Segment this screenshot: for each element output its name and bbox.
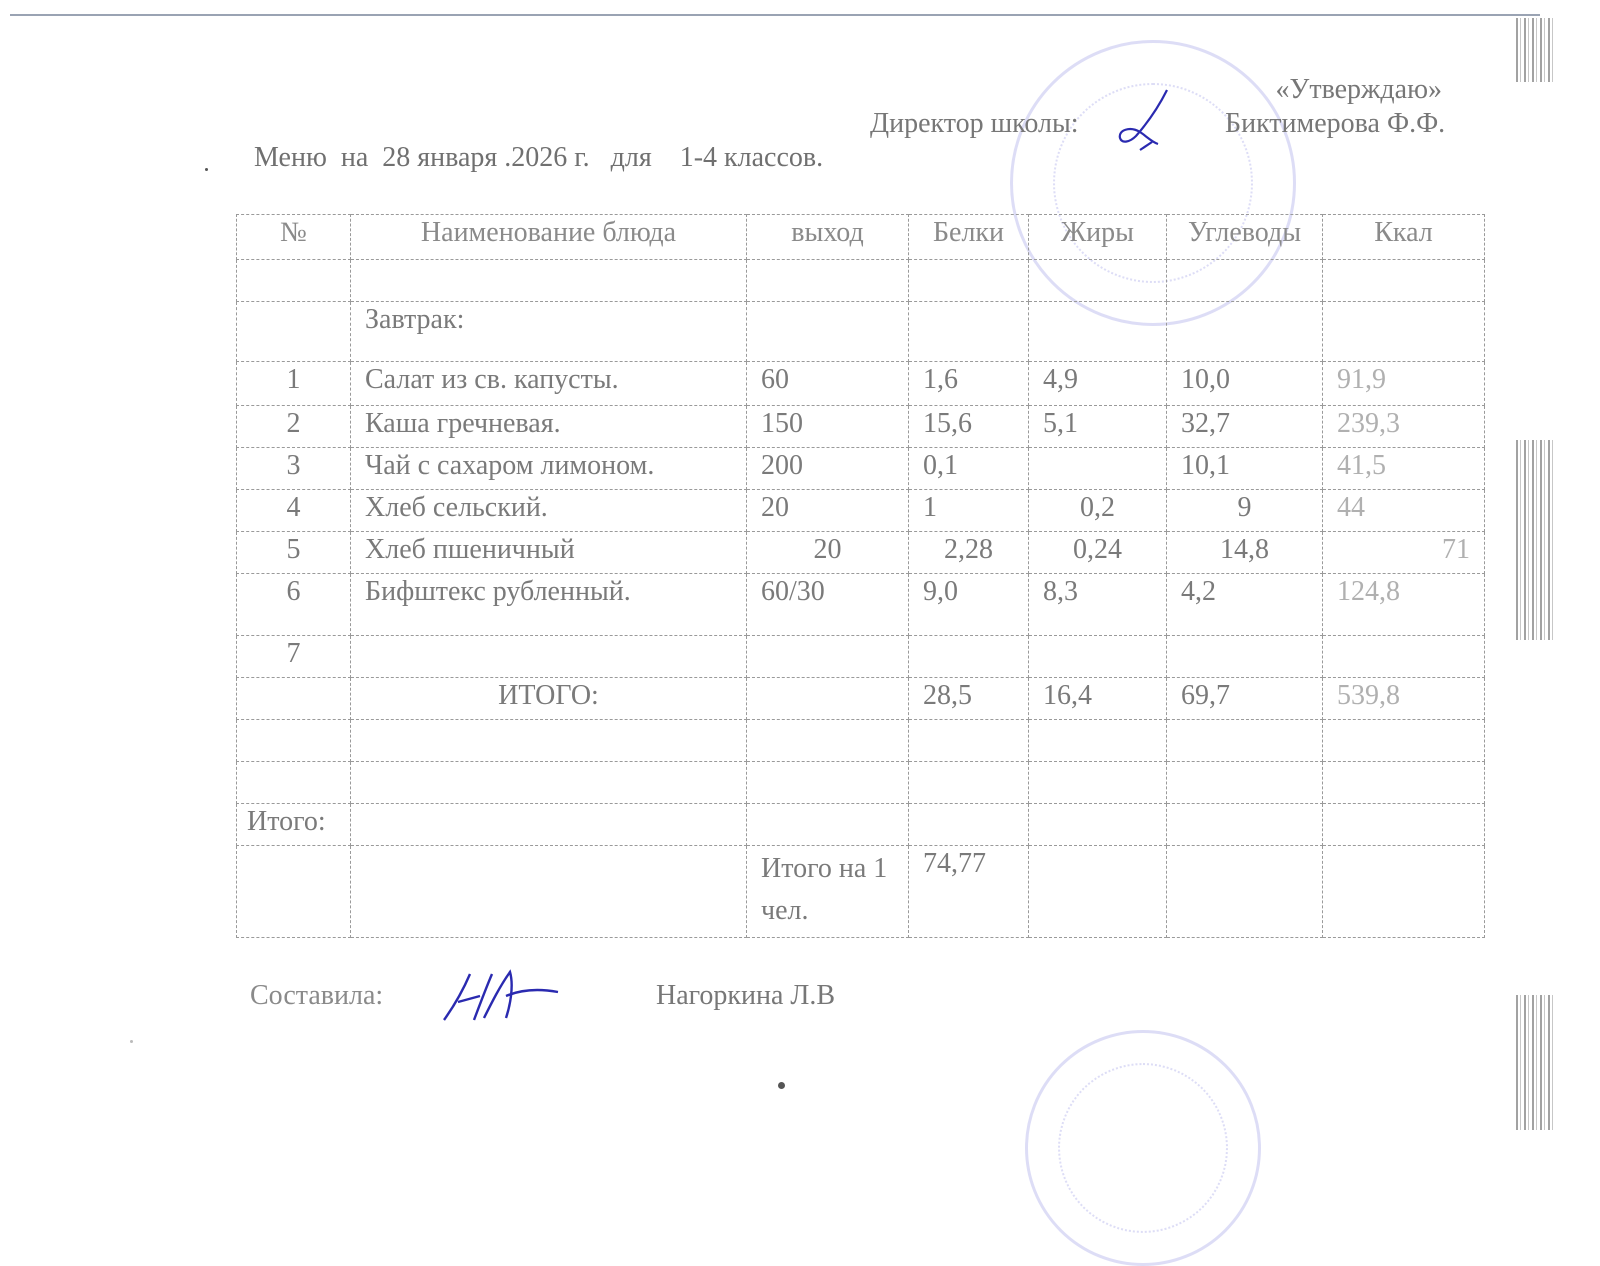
dish-carbs: 10,1	[1167, 448, 1323, 490]
dish-protein: 2,28	[909, 532, 1029, 574]
per-person-value: 74,77	[909, 846, 1029, 938]
total-label: ИТОГО:	[351, 678, 747, 720]
director-name: Биктимерова Ф.Ф.	[1225, 108, 1446, 139]
dish-protein: 0,1	[909, 448, 1029, 490]
dish-output: 200	[747, 448, 909, 490]
row-num: 3	[237, 448, 351, 490]
dish-carbs: 10,0	[1167, 362, 1323, 406]
table-row	[237, 490, 1485, 532]
table-row	[237, 448, 1485, 490]
dish-carbs: 4,2	[1167, 574, 1323, 636]
dish-protein: 9,0	[909, 574, 1029, 636]
dish-output: 150	[747, 406, 909, 448]
top-scan-line	[10, 14, 1540, 16]
col-header: Наименование блюда	[351, 215, 747, 260]
official-stamp	[1025, 1030, 1261, 1266]
total-row	[237, 678, 1485, 720]
itogo-row	[237, 804, 1485, 846]
col-header: Жиры	[1029, 215, 1167, 260]
row-num: 6	[237, 574, 351, 636]
dish-protein: 15,6	[909, 406, 1029, 448]
total-kcal: 539,8	[1323, 678, 1485, 720]
per-person-row	[237, 846, 1485, 938]
menu-title: Меню на 28 января .2026 г. для 1-4 классов.	[254, 142, 824, 173]
dish-kcal: 124,8	[1323, 574, 1485, 636]
dish-protein: 1,6	[909, 362, 1029, 406]
col-header: выход	[747, 215, 909, 260]
scan-artifact	[1516, 440, 1556, 640]
dish-name: Бифштекс рубленный.	[351, 574, 747, 636]
dish-kcal: 91,9	[1323, 362, 1485, 406]
dish-carbs: 32,7	[1167, 406, 1323, 448]
itogo-label: Итого:	[237, 804, 351, 846]
total-fat: 16,4	[1029, 678, 1167, 720]
row-num: 1	[237, 362, 351, 406]
section-label: Завтрак:	[351, 302, 747, 362]
per-person-label: Итого на 1 чел.	[747, 846, 909, 938]
dish-kcal: 44	[1323, 490, 1485, 532]
table-row	[237, 362, 1485, 406]
col-header: Белки	[909, 215, 1029, 260]
row-num: 7	[237, 636, 351, 678]
dish-carbs: 9	[1167, 490, 1323, 532]
row-num: 5	[237, 532, 351, 574]
scan-artifact	[1516, 18, 1556, 82]
table-row	[237, 636, 1485, 678]
total-protein: 28,5	[909, 678, 1029, 720]
dish-name: Хлеб пшеничный	[351, 532, 747, 574]
dish-name: Хлеб сельский.	[351, 490, 747, 532]
table-row	[237, 406, 1485, 448]
table-row	[237, 574, 1485, 636]
dish-protein: 1	[909, 490, 1029, 532]
dish-name: Чай с сахаром лимоном.	[351, 448, 747, 490]
dish-name: Каша гречневая.	[351, 406, 747, 448]
row-num: 2	[237, 406, 351, 448]
col-header: Ккал	[1323, 215, 1485, 260]
table-header-row	[237, 215, 1485, 260]
dish-carbs: 14,8	[1167, 532, 1323, 574]
col-header: Углеводы	[1167, 215, 1323, 260]
dish-output: 20	[747, 490, 909, 532]
table-row	[237, 762, 1485, 804]
table-row	[237, 532, 1485, 574]
dish-fat: 0,2	[1029, 490, 1167, 532]
dish-fat: 4,9	[1029, 362, 1167, 406]
dish-kcal: 239,3	[1323, 406, 1485, 448]
dish-output: 20	[747, 532, 909, 574]
dish-fat	[1029, 448, 1167, 490]
dish-fat: 0,24	[1029, 532, 1167, 574]
compiled-by-name: Нагоркина Л.В	[656, 980, 836, 1011]
scan-speck	[778, 1082, 785, 1089]
approved-label: «Утверждаю»	[1275, 74, 1442, 105]
dish-name: Салат из св. капусты.	[351, 362, 747, 406]
dish-fat: 5,1	[1029, 406, 1167, 448]
dish-output: 60	[747, 362, 909, 406]
total-carbs: 69,7	[1167, 678, 1323, 720]
dish-fat: 8,3	[1029, 574, 1167, 636]
scan-artifact	[1516, 995, 1556, 1130]
director-label: Директор школы:	[870, 108, 1079, 139]
compiled-by-label: Составила:	[250, 980, 384, 1011]
section-row	[237, 302, 1485, 362]
dish-output: 60/30	[747, 574, 909, 636]
compiler-signature	[440, 966, 580, 1026]
table-row	[237, 720, 1485, 762]
dish-kcal: 71	[1323, 532, 1485, 574]
director-signature	[1112, 86, 1182, 156]
table-row	[237, 260, 1485, 302]
dish-kcal: 41,5	[1323, 448, 1485, 490]
scan-speck	[205, 168, 208, 171]
scan-speck	[130, 1040, 133, 1043]
menu-table	[236, 214, 1485, 938]
col-header: №	[237, 215, 351, 260]
row-num: 4	[237, 490, 351, 532]
